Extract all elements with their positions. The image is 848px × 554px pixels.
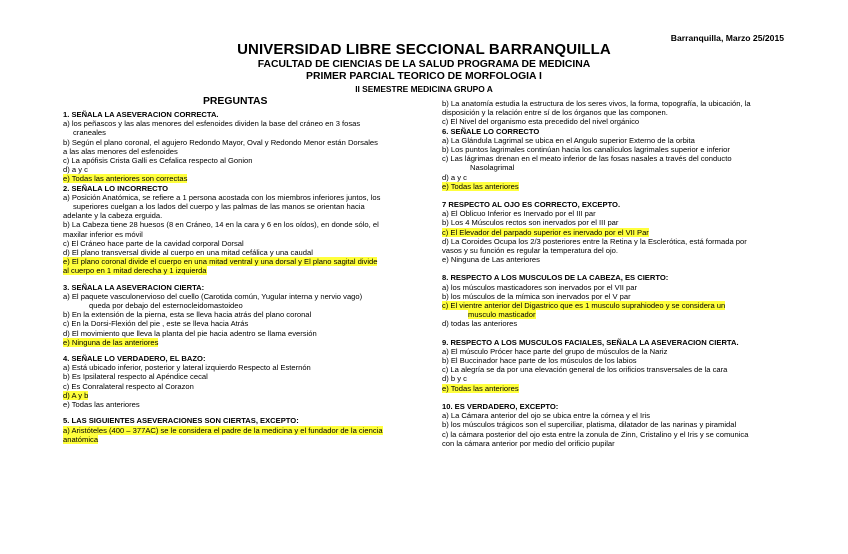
option: b) La anatomía estudia la estructura de los seres vivos, la forma, topografía, la ubicación, la — [442, 99, 751, 108]
question-title: 1. SEÑALA LA ASEVERACION CORRECTA. — [63, 110, 219, 119]
option: c) La apófisis Crista Galli es Cefalica respecto al Gonion — [63, 156, 253, 166]
option: d) El plano transversal divide al cuerpo en una mitad cefálica y una caudal — [63, 248, 313, 258]
option: a) El Oblicuo Inferior es Inervado por el III par — [442, 209, 596, 219]
left-column — [63, 110, 435, 444]
question-title: 8. RESPECTO A LOS MUSCULOS DE LA CABEZA, ES CIERTO: — [442, 273, 669, 283]
answer-highlight: musculo masticador — [468, 310, 536, 320]
answer-highlight: e) Todas las anteriores — [442, 181, 519, 191]
section-title: PREGUNTAS — [203, 96, 268, 107]
answer-highlight: c) El Elevador del parpado superior es inervado por el VII Par — [442, 227, 649, 237]
option: a) Posición Anatómica, se refiere a 1 persona acostada con los miembros inferiores juntos, los — [63, 192, 381, 202]
option: b) La Cabeza tiene 28 huesos (8 en Cráneo, 14 en la cara y 6 en los oídos), en donde sólo, el — [63, 220, 379, 230]
answer-highlight: e) El plano coronal divide el cuerpo en una mitad ventral y una dorsal y El plano sagital divide — [63, 257, 378, 267]
answer-highlight: c) El vientre anterior del Digastrico que es 1 musculo suprahiodeo y se considera un — [442, 301, 726, 311]
option: b) En la extensión de la pierna, esta se lleva hacia atrás del plano coronal — [63, 310, 312, 320]
option: b) los músculos de la mímica son inervados por el V par — [442, 291, 631, 301]
option-cont: disposición y la relación entre sí de los órganos que las componen. — [442, 108, 668, 118]
option-cont: adelante y la cabeza erguida. — [63, 211, 163, 221]
faculty-line: FACULTAD DE CIENCIAS DE LA SALUD PROGRAMA DE MEDICINA — [257, 59, 591, 70]
option: b) Según el plano coronal, el agujero Redondo Mayor, Oval y Redondo Menor están Dorsales — [63, 137, 378, 147]
option: d) b y c — [442, 374, 467, 384]
option: c) Es Conralateral respecto al Corazon — [63, 381, 194, 391]
option: b) Los puntos lagrimales continúan hacia los canalículos lagrimales superior e inferior — [442, 145, 730, 155]
question-title: 10. ES VERDADERO, EXCEPTO: — [442, 401, 559, 411]
option: b) los músculos trágicos son el superciliar, platisma, dilatador de las narinas y piramidal — [442, 420, 737, 430]
answer-highlight: e) Ninguna de las anteriores — [63, 337, 159, 347]
question-title: 5. LAS SIGUIENTES ASEVERACIONES SON CIERTAS, EXCEPTO: — [63, 416, 299, 426]
option: a) El músculo Prócer hace parte del grupo de músculos de la Nariz — [442, 346, 668, 356]
option: d) El movimiento que lleva la planta del pie hacia adentro se llama eversión — [63, 328, 317, 338]
option: b) Es Ipsilateral respecto al Apéndice cecal — [63, 372, 208, 382]
option: c) la cámara posterior del ojo esta entre la zonula de Zinn, Cristalino y el Iris y se comunica — [442, 429, 749, 439]
option: b) Los 4 Músculos rectos son inervados por el III par — [442, 218, 619, 228]
option-cont: superiores cuelgan a los lados del cuerpo y las palmas de las manos se orientan hacia — [73, 202, 365, 212]
option: b) El Buccinador hace parte de los músculos de los labios — [442, 356, 637, 366]
option: e) Todas las anteriores — [63, 400, 140, 410]
option: a) los músculos masticadores son inervados por el VII par — [442, 282, 637, 292]
question-title: 6. SEÑALE LO CORRECTO — [442, 126, 540, 136]
question-title: 3. SEÑALA LA ASEVERACION CIERTA: — [63, 282, 205, 292]
option-cont: Nasolagrimal — [470, 163, 515, 173]
option: d) a y c — [63, 165, 88, 175]
question-title: 2. SEÑALA LO INCORRECTO — [63, 183, 169, 193]
option: a) Está ubicado inferior, posterior y lateral izquierdo Respecto al Esternón — [63, 363, 311, 373]
exam-line: PRIMER PARCIAL TEORICO DE MORFOLOGIA I — [306, 71, 542, 83]
question-title: 9. RESPECTO A LOS MUSCULOS FACIALES, SEÑALA LA ASEVERACION CIERTA. — [442, 337, 739, 347]
option: c) Las lágrimas drenan en el meato inferior de las fosas nasales a través del conducto — [442, 154, 732, 164]
option: c) La alegría se da por una elevación general de los orificios transversales de la cara — [442, 365, 728, 375]
option: c) En la Dorsi-Flexión del pie , este se lleva hacia Atrás — [63, 319, 249, 329]
group-line: II SEMESTRE MEDICINA GRUPO A — [355, 84, 493, 94]
right-column — [442, 99, 790, 448]
option: a) La Cámara anterior del ojo se ubica entre la córnea y el Iris — [442, 411, 651, 421]
option-cont: queda por debajo del esternocleidomastoideo — [89, 301, 243, 311]
option-cont: a las alas menores del esfenoides — [63, 146, 178, 156]
option: c) El Nivel del organismo esta precedido del nivel orgánico — [442, 117, 640, 127]
option-cont: craneales — [73, 128, 106, 138]
option-cont: con la cámara anterior por medio del orificio pupilar — [442, 438, 615, 448]
date-line: Barranquilla, Marzo 25/2015 — [670, 33, 784, 43]
answer-highlight: a) Aristóteles (400 – 377AC) se le considera el padre de la medicina y el fundador de la ciencia — [63, 425, 383, 435]
answer-highlight: al cuerpo en 1 mitad derecha y 1 izquierda — [63, 266, 207, 276]
question-title: 7 RESPECTO AL OJO ES CORRECTO, EXCEPTO. — [442, 200, 621, 210]
option: d) a y c — [442, 172, 467, 182]
option: a) El paquete vasculonervioso del cuello (Carotida común, Yugular interna y nervio vago) — [63, 291, 363, 301]
option-cont: maxilar inferior es móvil — [63, 229, 143, 239]
option: a) La Glándula Lagrimal se ubica en el Angulo superior Externo de la orbita — [442, 135, 695, 145]
answer-highlight: d) A y b — [63, 390, 89, 400]
answer-highlight: e) Todas las anteriores son correctas — [63, 174, 188, 184]
answer-highlight: anatómica — [63, 434, 99, 444]
option: d) La Coroides Ocupa los 2/3 posteriores entre la Retina y la Esclerótica, está formada por — [442, 236, 747, 246]
question-title: 4. SEÑALE LO VERDADERO, EL BAZO: — [63, 354, 206, 364]
option-cont: vasos y su función es regular la temperatura del ojo. — [442, 246, 619, 256]
faculty-title — [0, 59, 848, 84]
option: c) El Cráneo hace parte de la cavidad corporal Dorsal — [63, 238, 244, 248]
university-title: UNIVERSIDAD LIBRE SECCIONAL BARRANQUILLA — [237, 41, 611, 58]
option: a) los peñascos y las alas menores del esfenoides dividen la base del cráneo en 3 fosas — [63, 119, 361, 129]
answer-highlight: e) Todas las anteriores — [442, 383, 519, 393]
option: e) Ninguna de Las anteriores — [442, 255, 540, 265]
option: d) todas las anteriores — [442, 319, 518, 329]
